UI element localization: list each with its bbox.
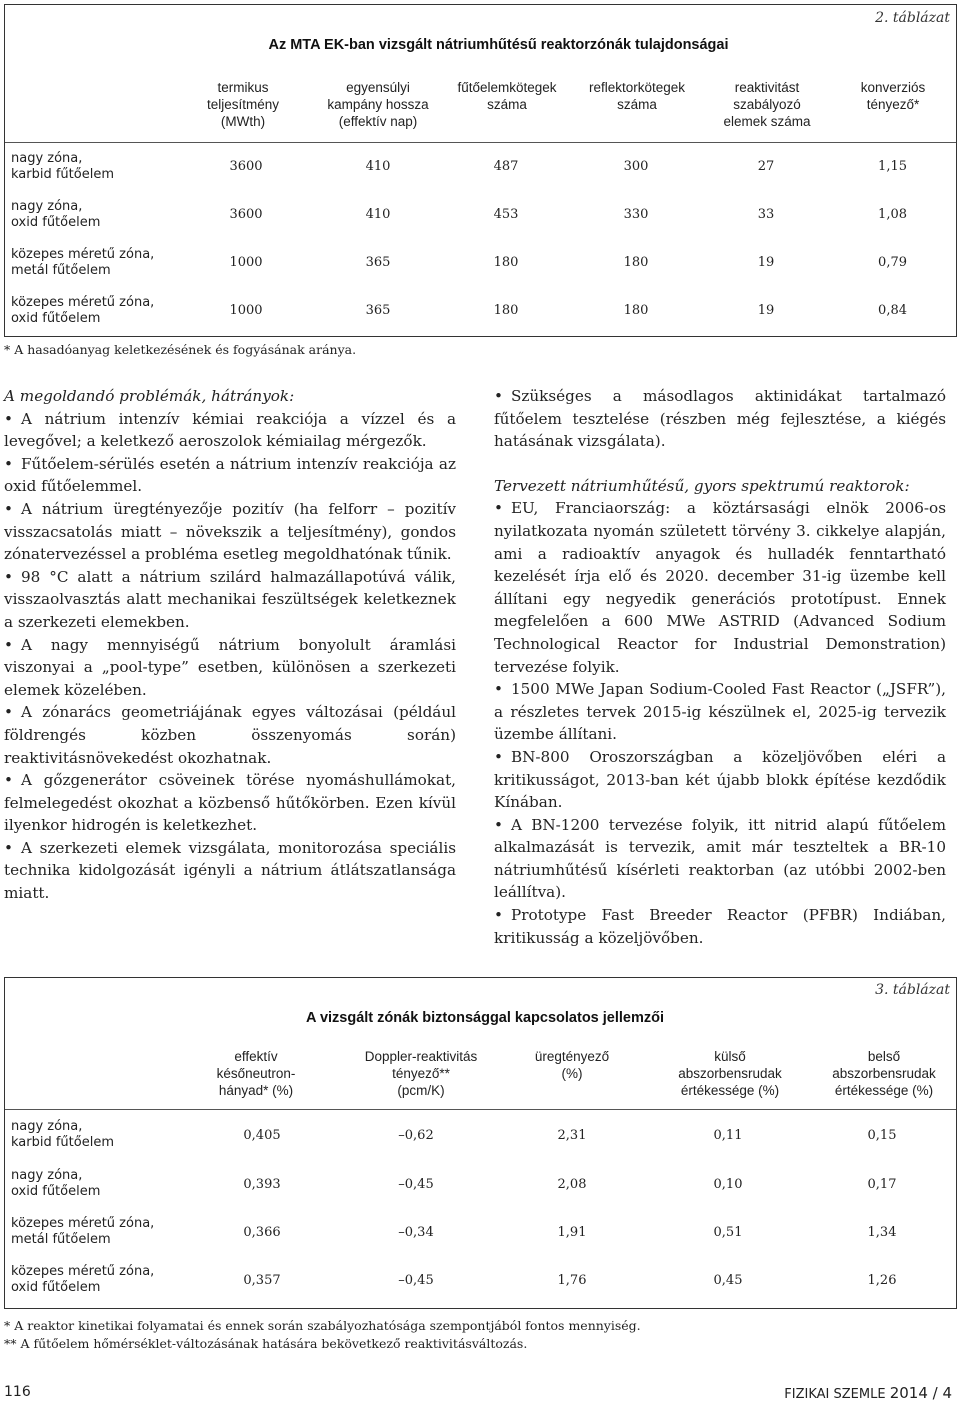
- table-cell: 0,357: [243, 1273, 281, 1288]
- list-item: • Prototype Fast Breeder Reactor (PFBR) Indiában, kritikusság a közeljövőben.: [494, 904, 946, 949]
- table-cell: 0,51: [713, 1225, 743, 1240]
- table-cell: 365: [365, 303, 391, 318]
- column-header: reflektorkötegek száma: [588, 80, 686, 112]
- section-heading: Tervezett nátriumhűtésű, gyors spektrumú reaktorok:: [494, 476, 910, 495]
- table-cell: 0,45: [713, 1273, 743, 1288]
- list-item: • A szerkezeti elemek vizsgálata, monitorozása speciális technika kidolgozását igényli a nátrium átlátszatlansága miatt.: [4, 837, 456, 905]
- list-item: • Fűtőelem-sérülés esetén a nátrium intenzív reakciója az oxid fűtőelemmel.: [4, 453, 456, 498]
- list-item: • A zónarács geometriájának egyes változásai (például földrengés közben összenyomás során) reaktivitásnövekedést okozhatnak.: [4, 701, 456, 769]
- row-label: közepes méretű zóna, oxid fűtőelem: [11, 1264, 155, 1295]
- table-cell: 410: [365, 207, 391, 222]
- table-cell: 0,10: [713, 1177, 743, 1192]
- table-cell: 0,15: [867, 1128, 897, 1143]
- table-3: [4, 977, 957, 1309]
- table-divider: [5, 1109, 956, 1110]
- section-heading: A megoldandó problémák, hátrányok:: [4, 387, 295, 405]
- list-item: • 1500 MWe Japan Sodium-Cooled Fast Reactor („JSFR”), a részletes tervek 2015-ig készülnek el, 2025-ig tervezik üzembe állítani.: [494, 678, 946, 746]
- table-cell: 180: [623, 255, 649, 270]
- table-title: A vizsgált zónák biztonsággal kapcsolatos jellemzői: [305, 1010, 665, 1026]
- column-header: fűtőelemkötegek száma: [457, 80, 557, 112]
- table-cell: 0,79: [878, 255, 907, 270]
- table-cell: 330: [623, 207, 649, 222]
- table-number: 2. táblázat: [875, 10, 950, 26]
- left-column: [4, 385, 456, 905]
- right-column: [494, 385, 946, 949]
- list-item: • A nagy mennyiségű nátrium bonyolult áramlási viszonyai a „pool-type” esetben, különösen a szerkezeti elemek közelében.: [4, 634, 456, 702]
- row-label: nagy zóna, karbid fűtőelem: [11, 1119, 114, 1150]
- list-item: • A BN-1200 tervezése folyik, itt nitrid alapú fűtőelem alkalmazását is tervezik, amit már teszteltek a BR-10 nátriumhűtésű kísérleti reaktorban (az utóbbi 2002-ben leállítva).: [494, 814, 946, 904]
- table-footnote: * A hasadóanyag keletkezésének és fogyásának aránya.: [4, 342, 357, 357]
- row-label: közepes méretű zóna, metál fűtőelem: [11, 247, 155, 278]
- table-cell: 0,366: [243, 1225, 281, 1240]
- row-label: nagy zóna, oxid fűtőelem: [11, 1168, 101, 1199]
- table-cell: –0,45: [398, 1177, 434, 1192]
- table-cell: 1,15: [878, 159, 907, 174]
- table-cell: 1,26: [867, 1273, 897, 1288]
- table-cell: –0,34: [398, 1225, 434, 1240]
- column-header: külső abszorbensrudak értékessége (%): [678, 1049, 782, 1098]
- row-label: nagy zóna, karbid fűtőelem: [11, 151, 114, 182]
- table-cell: 3600: [229, 159, 263, 174]
- table-cell: 1000: [229, 255, 263, 270]
- table-cell: 33: [757, 207, 775, 222]
- table-cell: 300: [623, 159, 649, 174]
- list-item: • BN-800 Oroszországban a közeljövőben eléri a kritikusságot, 2013-ban két újabb blokk építése kezdődik Kínában.: [494, 746, 946, 814]
- table-cell: 180: [493, 303, 519, 318]
- list-item: • 98 °C alatt a nátrium szilárd halmazállapotúvá válik, visszaolvasztás alatt mechanikai feszültségek keletkeznek a szerkezeti elemekben.: [4, 566, 456, 634]
- table-cell: 1,76: [557, 1273, 587, 1288]
- table-cell: 0,405: [243, 1128, 281, 1143]
- page-number: 116: [4, 1384, 31, 1400]
- table-divider: [5, 142, 956, 143]
- column-header: üregtényező (%): [534, 1049, 610, 1081]
- table-cell: 0,84: [878, 303, 907, 318]
- table-cell: 1,91: [557, 1225, 587, 1240]
- table-cell: 487: [493, 159, 519, 174]
- table-cell: 2,31: [557, 1128, 587, 1143]
- table-footnote: ** A fűtőelem hőmérséklet-változásának hatására bekövetkező reaktivitásváltozás.: [4, 1336, 528, 1351]
- table-cell: 453: [493, 207, 519, 222]
- list-item: • A nátrium intenzív kémiai reakciója a vízzel és a levegővel; a keletkező aeroszolok kémiailag mérgezők.: [4, 408, 456, 453]
- column-header: termikus teljesítmény (MWth): [206, 80, 280, 129]
- table-cell: 19: [757, 255, 775, 270]
- column-header: belső abszorbensrudak értékessége (%): [832, 1049, 936, 1098]
- table-number: 3. táblázat: [875, 982, 950, 998]
- table-cell: 27: [757, 159, 775, 174]
- column-header: reaktivitást szabályozó elemek száma: [723, 80, 811, 129]
- table-2: [4, 4, 957, 337]
- table-cell: 19: [757, 303, 775, 318]
- table-cell: 3600: [229, 207, 263, 222]
- table-cell: –0,45: [398, 1273, 434, 1288]
- list-item: • EU, Franciaország: a köztársasági elnök 2006-os nyilatkozata nyomán született törvény 3. cikkelye alapján, ami a radioaktív anyagok és hulladék fenntartható kezelését írja elő és 2020. december 31-ig üzembe kell állítani egy negyedik generációs prototípust. Ennek megfelelően a 600 MWe ASTRID (Advanced Sodium Technological Reactor for Industrial Demonstration) tervezése folyik.: [494, 497, 946, 678]
- list-item: • A nátrium üregtényezője pozitív (ha felforr – pozitív visszacsatolás miatt – növekszik a teljesítmény), gondos zónatervezéssel a probléma esetleg megoldhatónak tűnik.: [4, 498, 456, 566]
- row-label: nagy zóna, oxid fűtőelem: [11, 199, 101, 230]
- table-cell: 180: [623, 303, 649, 318]
- table-cell: 180: [493, 255, 519, 270]
- table-cell: 0,17: [867, 1177, 897, 1192]
- table-cell: 2,08: [557, 1177, 587, 1192]
- column-header: konverziós tényező*: [860, 80, 926, 112]
- row-label: közepes méretű zóna, oxid fűtőelem: [11, 295, 155, 326]
- journal-name: FIZIKAI SZEMLE 2014 / 4: [784, 1384, 952, 1402]
- table-footnote: * A reaktor kinetikai folyamatai és ennek során szabályozhatósága szempontjából fontos mennyiség.: [4, 1318, 641, 1333]
- row-label: közepes méretű zóna, metál fűtőelem: [11, 1216, 155, 1247]
- table-cell: 0,11: [713, 1128, 743, 1143]
- list-item: • Szükséges a másodlagos aktinidákat tartalmazó fűtőelem tesztelése (részben még fejlesztése, a kiégés hatásának vizsgálata).: [494, 385, 946, 453]
- table-cell: –0,62: [398, 1128, 434, 1143]
- table-cell: 1,08: [878, 207, 907, 222]
- table-cell: 410: [365, 159, 391, 174]
- table-title: Az MTA EK-ban vizsgált nátriumhűtésű reaktorzónák tulajdonságai: [268, 37, 729, 53]
- column-header: egyensúlyi kampány hossza (effektív nap): [327, 80, 429, 129]
- column-header: effektív későneutron- hányad* (%): [216, 1049, 296, 1098]
- list-item: • A gőzgenerátor csöveinek törése nyomáshullámokat, felmelegedést okozhat a közbenső hűtőkörben. Ezen kívül ilyenkor hidrogén is keletkezhet.: [4, 769, 456, 837]
- column-header: Doppler-reaktivitás tényező** (pcm/K): [364, 1049, 478, 1098]
- table-cell: 0,393: [243, 1177, 281, 1192]
- table-cell: 1000: [229, 303, 263, 318]
- table-cell: 1,34: [867, 1225, 897, 1240]
- table-cell: 365: [365, 255, 391, 270]
